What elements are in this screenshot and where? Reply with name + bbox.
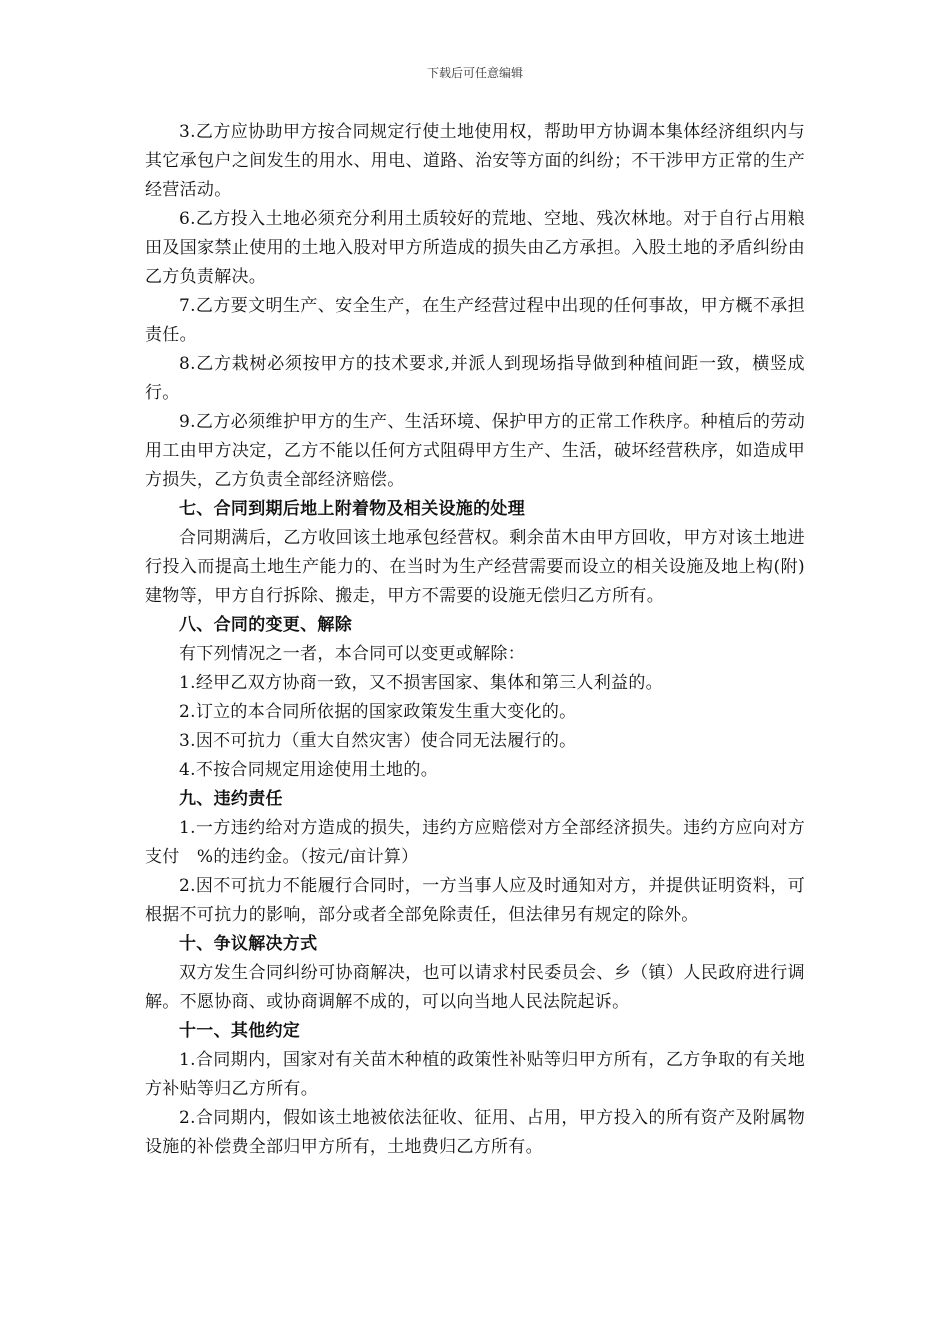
section-heading: 七、合同到期后地上附着物及相关设施的处理 [179,499,525,519]
paragraph: 2.订立的本合同所依据的国家政策发生重大变化的。 [179,702,577,722]
paragraph: 6.乙方投入土地必须充分利用土质较好的荒地、空地、残次林地。对于自行占用粮田及国家禁止使用的土地入股对甲方所造成的损失由乙方承担。入股土地的矛盾纠纷由乙方负责解决。 [145,209,805,287]
paragraph: 双方发生合同纠纷可协商解决，也可以请求村民委员会、乡（镇）人民政府进行调解。不愿协商、或协商调解不成的，可以向当地人民法院起诉。 [145,963,805,1012]
paragraph: 1.经甲乙双方协商一致，又不损害国家、集体和第三人利益的。 [179,673,663,693]
paragraph: 3.乙方应协助甲方按合同规定行使土地使用权，帮助甲方协调本集体经济组织内与其它承包户之间发生的用水、用电、道路、治安等方面的纠纷；不干涉甲方正常的生产经营活动。 [145,122,805,200]
paragraph: 1.一方违约给对方造成的损失，违约方应赔偿对方全部经济损失。违约方应向对方支付 %的违约金。（按元/亩计算） [145,818,805,867]
paragraph: 合同期满后，乙方收回该土地承包经营权。剩余苗木由甲方回收，甲方对该土地进行投入而提高土地生产能力的、在当时为生产经营需要而设立的相关设施及地上构(附)建物等，甲方自行拆除、搬走，甲方不需要的设施无偿归乙方所有。 [145,528,805,606]
section-heading: 十一、其他约定 [179,1021,301,1041]
paragraph: 2.因不可抗力不能履行合同时，一方当事人应及时通知对方，并提供证明资料，可根据不可抗力的影响，部分或者全部免除责任，但法律另有规定的除外。 [145,876,805,925]
paragraph: 2.合同期内，假如该土地被依法征收、征用、占用，甲方投入的所有资产及附属物设施的补偿费全部归甲方所有，土地费归乙方所有。 [145,1108,805,1157]
paragraph: 8.乙方栽树必须按甲方的技术要求,并派人到现场指导做到种植间距一致，横竖成行。 [145,354,805,403]
section-heading: 九、违约责任 [179,789,283,809]
section-heading: 十、争议解决方式 [179,934,318,954]
paragraph: 7.乙方要文明生产、安全生产，在生产经营过程中出现的任何事故，甲方概不承担责任。 [145,296,805,345]
paragraph: 4.不按合同规定用途使用土地的。 [179,760,439,780]
section-heading: 八、合同的变更、解除 [179,615,352,635]
paragraph: 1.合同期内，国家对有关苗木种植的政策性补贴等归甲方所有，乙方争取的有关地方补贴等归乙方所有。 [145,1050,805,1099]
page-header: 下载后可任意编辑 [426,66,523,80]
paragraph: 有下列情况之一者，本合同可以变更或解除： [179,644,525,664]
paragraph: 9.乙方必须维护甲方的生产、生活环境、保护甲方的正常工作秩序。种植后的劳动用工由甲方决定，乙方不能以任何方式阻碍甲方生产、生活，破坏经营秩序，如造成甲方损失，乙方负责全部经济赔偿。 [145,412,805,490]
paragraph: 3.因不可抗力（重大自然灾害）使合同无法履行的。 [179,731,577,751]
document-body [145,118,805,1162]
